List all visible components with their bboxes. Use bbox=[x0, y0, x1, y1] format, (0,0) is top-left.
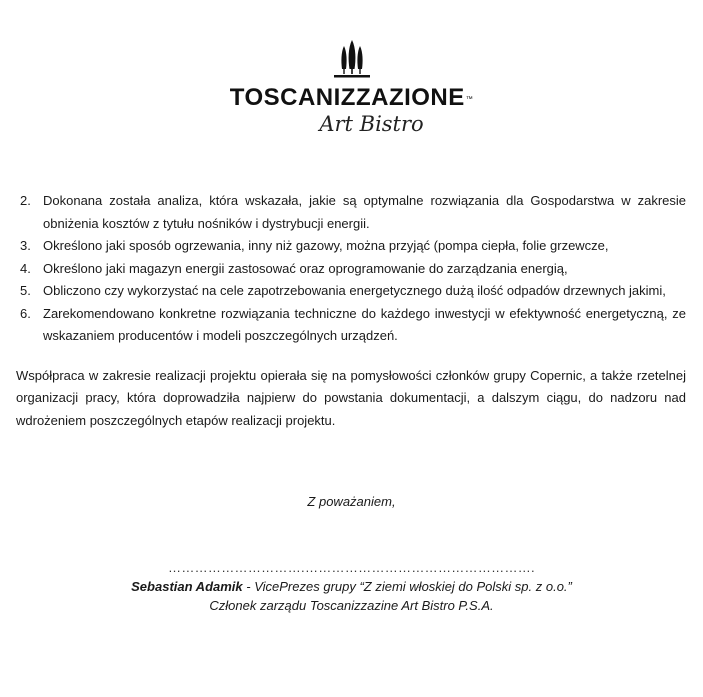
list-item-number: 5. bbox=[20, 283, 31, 298]
cooperation-paragraph: Współpraca w zakresie realizacji projektu opierała się na pomysłowości członków grupy Copernic, a także rzetelnej organizacji pracy, która doprowadziła najpierw do powstania dokumentacji, a dalszym ciągu, do nadzoru nad wdrożeniem poszczególnych etapów realizacji projektu. bbox=[16, 367, 686, 428]
list-item bbox=[16, 190, 686, 235]
list-item-text: Określono jaki sposób ogrzewania, inny niż gazowy, można przyjąć (pompa ciepła, folie grzewcze, bbox=[43, 238, 609, 253]
list-item bbox=[16, 258, 686, 281]
signature-block bbox=[0, 558, 703, 615]
signatory-role: - VicePrezes grupy “Z ziemi włoskiej do Polski sp. z o.o.” bbox=[242, 579, 572, 594]
brand-name: TOSCANIZZAZIONE™ bbox=[229, 84, 474, 111]
findings-list bbox=[16, 190, 686, 348]
list-item-text: Dokonana została analiza, która wskazała, jakie są optymalne rozwiązania dla Gospodarstwa w zakresie obniżenia kosztów z tytułu nośników i dystrybucji energii. bbox=[43, 193, 686, 231]
trademark-sign: ™ bbox=[465, 96, 474, 103]
list-item bbox=[16, 280, 686, 303]
list-item-number: 2. bbox=[20, 193, 31, 208]
list-item-number: 3. bbox=[20, 238, 31, 253]
cypress-trees-logo-icon bbox=[332, 38, 372, 82]
list-item-text: Obliczono czy wykorzystać na cele zapotrzebowania energetycznego dużą ilość odpadów drzewnych jakimi, bbox=[43, 283, 666, 298]
list-item-text: Określono jaki magazyn energii zastosować oraz oprogramowanie do zarządzania energią, bbox=[43, 260, 568, 276]
list-item-number: 6. bbox=[20, 305, 31, 321]
letter-body bbox=[16, 190, 686, 445]
signatory-position: Członek zarządu Toscanizzazine Art Bistro P.S.A. bbox=[209, 598, 494, 613]
list-item bbox=[16, 235, 686, 258]
brand-script-subtitle: Art Bistro bbox=[319, 112, 424, 136]
list-item-number: 4. bbox=[20, 260, 31, 276]
list-item bbox=[16, 303, 686, 348]
signatory-line bbox=[0, 577, 703, 596]
company-logo bbox=[0, 38, 703, 136]
signatory-name: Sebastian Adamik bbox=[131, 579, 243, 594]
signature-dotted-line: ………………………….……………………………………………. bbox=[168, 560, 535, 575]
closing-salutation: Z poważaniem, bbox=[307, 494, 396, 509]
list-item-text: Zarekomendowano konkretne rozwiązania techniczne do każdego inwestycji w efektywność energetyczną, ze wskazaniem producentów i modeli poszczególnych urządzeń. bbox=[43, 305, 686, 343]
